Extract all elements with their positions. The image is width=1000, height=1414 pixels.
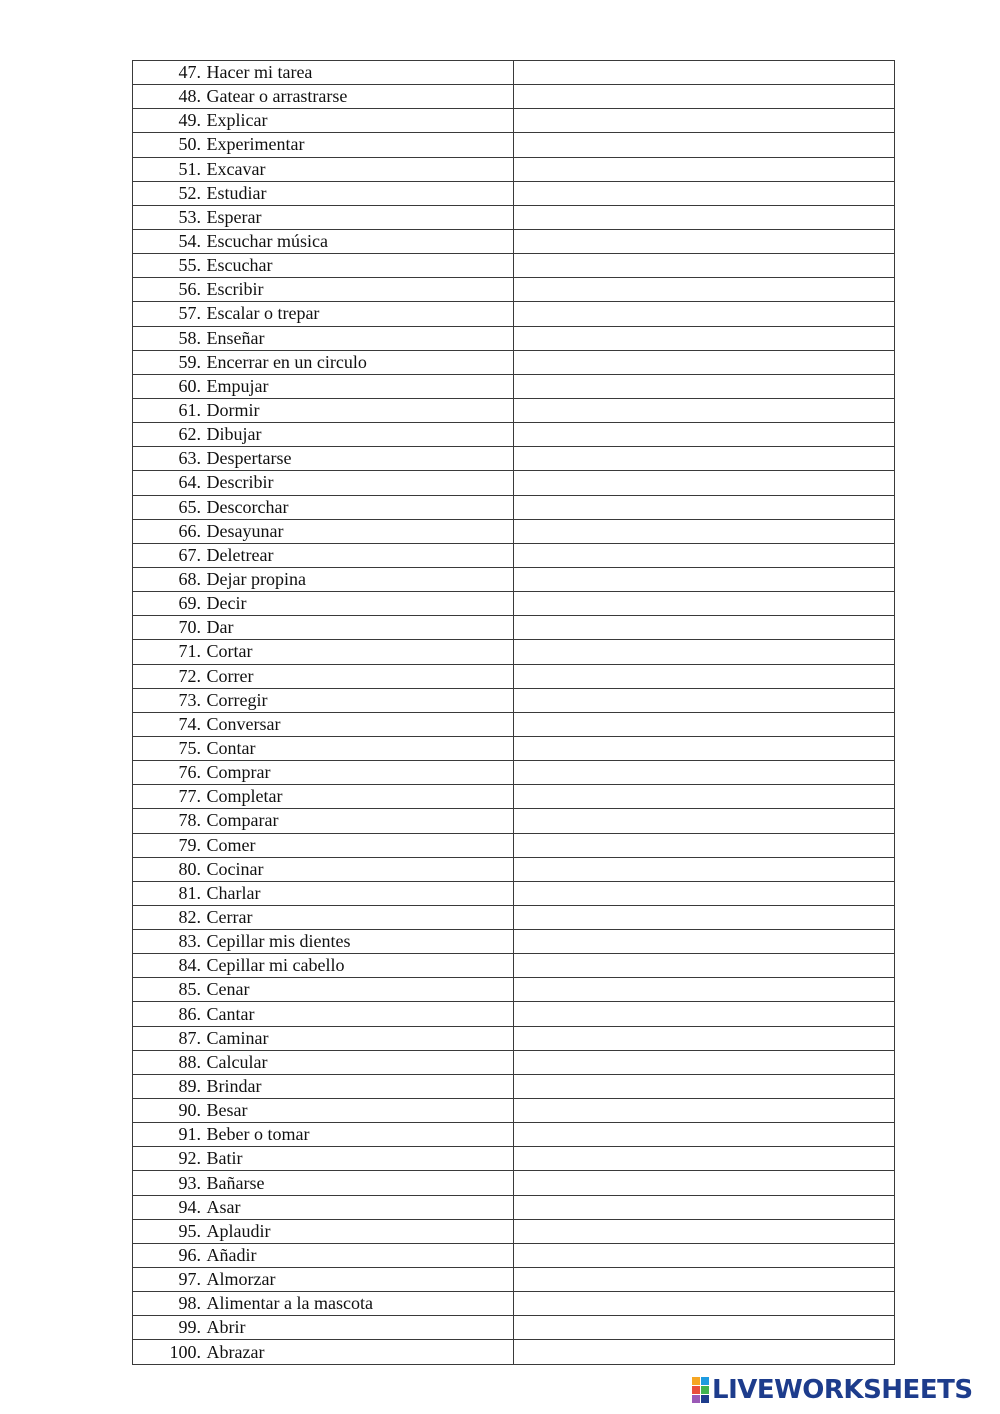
verb-cell (133, 1026, 514, 1050)
verb-text: Explicar (206, 110, 268, 131)
verb-text: Completar (206, 786, 283, 807)
table-row (133, 1316, 895, 1340)
verb-text: Almorzar (206, 1269, 276, 1290)
item-number: 70. (178, 617, 201, 638)
item-number: 87. (178, 1027, 201, 1048)
table-row (133, 85, 895, 109)
item-number: 83. (178, 931, 201, 952)
item-number: 58. (178, 327, 201, 348)
verb-text: Comprar (206, 762, 271, 783)
verb-cell (133, 1292, 514, 1316)
table-row (133, 1099, 895, 1123)
verb-cell (133, 712, 514, 736)
item-number: 72. (178, 665, 201, 686)
verb-text: Añadir (206, 1244, 257, 1265)
item-number: 94. (178, 1196, 201, 1217)
answer-cell[interactable] (514, 1074, 895, 1098)
verb-cell (133, 1268, 514, 1292)
table-row (133, 978, 895, 1002)
answer-cell[interactable] (514, 1050, 895, 1074)
answer-cell[interactable] (514, 398, 895, 422)
verb-text: Despertarse (206, 448, 292, 469)
verb-text: Escribir (206, 279, 264, 300)
item-number: 61. (178, 400, 201, 421)
answer-cell[interactable] (514, 1268, 895, 1292)
table-row (133, 616, 895, 640)
answer-cell[interactable] (514, 640, 895, 664)
answer-cell[interactable] (514, 519, 895, 543)
table-row (133, 326, 895, 350)
verb-text: Abrir (206, 1317, 246, 1338)
answer-cell[interactable] (514, 930, 895, 954)
table-row (133, 519, 895, 543)
verb-cell (133, 1171, 514, 1195)
verb-cell (133, 736, 514, 760)
verb-cell (133, 326, 514, 350)
verb-cell (133, 930, 514, 954)
answer-cell[interactable] (514, 1316, 895, 1340)
table-row (133, 1268, 895, 1292)
item-number: 55. (178, 255, 201, 276)
verb-text: Cenar (206, 979, 250, 1000)
verb-cell (133, 664, 514, 688)
item-number: 88. (178, 1051, 201, 1072)
table-row (133, 205, 895, 229)
answer-cell[interactable] (514, 350, 895, 374)
item-number: 71. (178, 641, 201, 662)
verb-text: Cerrar (206, 906, 253, 927)
verb-text: Dar (206, 617, 234, 638)
table-row (133, 1171, 895, 1195)
verb-text: Experimentar (206, 134, 305, 155)
table-row (133, 423, 895, 447)
verb-cell (133, 495, 514, 519)
item-number: 91. (178, 1124, 201, 1145)
table-row (133, 809, 895, 833)
table-row (133, 278, 895, 302)
answer-cell[interactable] (514, 471, 895, 495)
verb-text: Cantar (206, 1003, 255, 1024)
answer-cell[interactable] (514, 592, 895, 616)
verb-text: Decir (206, 593, 247, 614)
verb-text: Encerrar en un circulo (206, 351, 367, 372)
verb-text: Excavar (206, 158, 266, 179)
verb-cell (133, 1074, 514, 1098)
verb-text: Cepillar mi cabello (206, 955, 345, 976)
verb-text: Escuchar música (206, 231, 328, 252)
item-number: 98. (178, 1293, 201, 1314)
verb-text: Estudiar (206, 182, 267, 203)
item-number: 84. (178, 955, 201, 976)
answer-cell[interactable] (514, 1123, 895, 1147)
item-number: 85. (178, 979, 201, 1000)
item-number: 56. (178, 279, 201, 300)
answer-cell[interactable] (514, 978, 895, 1002)
verb-cell (133, 278, 514, 302)
item-number: 68. (178, 569, 201, 590)
verb-cell (133, 978, 514, 1002)
table-row (133, 157, 895, 181)
verb-text: Dejar propina (206, 569, 306, 590)
verb-text: Desayunar (206, 520, 284, 541)
answer-cell[interactable] (514, 905, 895, 929)
table-row (133, 229, 895, 253)
verb-text: Alimentar a la mascota (206, 1293, 373, 1314)
item-number: 89. (178, 1075, 201, 1096)
table-row (133, 447, 895, 471)
verb-text: Correr (206, 665, 254, 686)
answer-cell[interactable] (514, 495, 895, 519)
verb-cell (133, 616, 514, 640)
answer-cell[interactable] (514, 712, 895, 736)
verb-text: Asar (206, 1196, 241, 1217)
verb-cell (133, 543, 514, 567)
verb-cell (133, 881, 514, 905)
verb-cell (133, 592, 514, 616)
verb-text: Gatear o arrastrarse (206, 86, 348, 107)
item-number: 78. (178, 810, 201, 831)
verb-text: Comparar (206, 810, 279, 831)
verb-cell (133, 447, 514, 471)
verb-text: Bañarse (206, 1172, 265, 1193)
verb-cell (133, 398, 514, 422)
item-number: 62. (178, 424, 201, 445)
verb-cell (133, 688, 514, 712)
verb-cell (133, 1316, 514, 1340)
verb-text: Charlar (206, 882, 261, 903)
answer-cell[interactable] (514, 205, 895, 229)
table-row (133, 1002, 895, 1026)
verb-text: Empujar (206, 375, 269, 396)
verb-text: Caminar (206, 1027, 269, 1048)
item-number: 76. (178, 762, 201, 783)
verb-text: Beber o tomar (206, 1124, 310, 1145)
verb-text: Conversar (206, 713, 281, 734)
verb-text: Cepillar mis dientes (206, 931, 351, 952)
table-row (133, 254, 895, 278)
item-number: 100. (169, 1341, 201, 1362)
verb-cell (133, 229, 514, 253)
table-row (133, 398, 895, 422)
table-row (133, 857, 895, 881)
answer-cell[interactable] (514, 85, 895, 109)
table-row (133, 712, 895, 736)
table-row (133, 1050, 895, 1074)
table-row (133, 688, 895, 712)
item-number: 66. (178, 520, 201, 541)
answer-cell[interactable] (514, 157, 895, 181)
answer-cell[interactable] (514, 447, 895, 471)
verb-text: Batir (206, 1148, 243, 1169)
table-row (133, 543, 895, 567)
answer-cell[interactable] (514, 736, 895, 760)
verb-text: Abrazar (206, 1341, 265, 1362)
item-number: 81. (178, 882, 201, 903)
item-number: 73. (178, 689, 201, 710)
answer-cell[interactable] (514, 254, 895, 278)
answer-cell[interactable] (514, 954, 895, 978)
item-number: 99. (178, 1317, 201, 1338)
item-number: 80. (178, 858, 201, 879)
table-row (133, 930, 895, 954)
table-row (133, 1074, 895, 1098)
answer-cell[interactable] (514, 833, 895, 857)
verb-cell (133, 833, 514, 857)
answer-cell[interactable] (514, 278, 895, 302)
table-row (133, 1026, 895, 1050)
verb-cell (133, 302, 514, 326)
item-number: 74. (178, 713, 201, 734)
verb-cell (133, 567, 514, 591)
verb-cell (133, 857, 514, 881)
verb-cell (133, 809, 514, 833)
verb-cell (133, 1219, 514, 1243)
answer-cell[interactable] (514, 109, 895, 133)
item-number: 67. (178, 544, 201, 565)
item-number: 53. (178, 206, 201, 227)
verb-text: Brindar (206, 1075, 262, 1096)
table-row (133, 833, 895, 857)
verb-cell (133, 181, 514, 205)
verb-text: Escuchar (206, 255, 273, 276)
verb-text: Escalar o trepar (206, 303, 320, 324)
liveworksheets-logo (692, 1375, 973, 1405)
table-row (133, 1292, 895, 1316)
verb-cell (133, 785, 514, 809)
answer-cell[interactable] (514, 664, 895, 688)
verb-cell (133, 905, 514, 929)
item-number: 95. (178, 1220, 201, 1241)
verb-text: Descorchar (206, 496, 289, 517)
verb-text: Corregir (206, 689, 268, 710)
answer-cell[interactable] (514, 1171, 895, 1195)
verb-cell (133, 205, 514, 229)
answer-cell[interactable] (514, 423, 895, 447)
verb-cell (133, 1099, 514, 1123)
liveworksheets-mark-icon (692, 1377, 709, 1403)
table-row (133, 495, 895, 519)
answer-cell[interactable] (514, 181, 895, 205)
table-row (133, 1195, 895, 1219)
verb-cell (133, 350, 514, 374)
table-row (133, 374, 895, 398)
verb-text: Esperar (206, 206, 262, 227)
table-row (133, 881, 895, 905)
verb-cell (133, 954, 514, 978)
answer-cell[interactable] (514, 1340, 895, 1364)
verb-text: Dibujar (206, 424, 262, 445)
verb-cell (133, 1147, 514, 1171)
item-number: 69. (178, 593, 201, 614)
answer-cell[interactable] (514, 567, 895, 591)
item-number: 47. (178, 62, 201, 83)
item-number: 79. (178, 834, 201, 855)
answer-cell[interactable] (514, 616, 895, 640)
item-number: 50. (178, 134, 201, 155)
item-number: 92. (178, 1148, 201, 1169)
answer-cell[interactable] (514, 688, 895, 712)
verb-text: Hacer mi tarea (206, 62, 313, 83)
table-row (133, 640, 895, 664)
answer-cell[interactable] (514, 229, 895, 253)
item-number: 57. (178, 303, 201, 324)
table-row (133, 567, 895, 591)
verb-cell (133, 1195, 514, 1219)
table-row (133, 761, 895, 785)
answer-cell[interactable] (514, 302, 895, 326)
answer-cell[interactable] (514, 785, 895, 809)
verb-text: Contar (206, 738, 256, 758)
table-row (133, 350, 895, 374)
item-number: 93. (178, 1172, 201, 1193)
table-row (133, 133, 895, 157)
verb-text: Cortar (206, 641, 253, 662)
item-number: 97. (178, 1269, 201, 1290)
item-number: 90. (178, 1100, 201, 1121)
answer-cell[interactable] (514, 1147, 895, 1171)
table-row (133, 905, 895, 929)
answer-cell[interactable] (514, 1099, 895, 1123)
verb-cell (133, 1243, 514, 1267)
verb-cell (133, 85, 514, 109)
answer-cell[interactable] (514, 809, 895, 833)
verb-cell (133, 1340, 514, 1364)
verb-cell (133, 133, 514, 157)
answer-cell[interactable] (514, 1026, 895, 1050)
verb-cell (133, 109, 514, 133)
table-row (133, 785, 895, 809)
verb-cell (133, 1123, 514, 1147)
answer-cell[interactable] (514, 881, 895, 905)
item-number: 54. (178, 231, 201, 252)
verb-cell (133, 157, 514, 181)
item-number: 82. (178, 906, 201, 927)
table-row (133, 109, 895, 133)
table-row (133, 954, 895, 978)
verb-text: Calcular (206, 1051, 268, 1072)
answer-cell[interactable] (514, 1002, 895, 1026)
table-row (133, 1243, 895, 1267)
answer-cell[interactable] (514, 543, 895, 567)
verb-cell (133, 640, 514, 664)
answer-cell[interactable] (514, 1219, 895, 1243)
item-number: 65. (178, 496, 201, 517)
table-row (133, 1123, 895, 1147)
table-row (133, 181, 895, 205)
answer-cell[interactable] (514, 133, 895, 157)
verb-cell (133, 1050, 514, 1074)
item-number: 96. (178, 1244, 201, 1265)
answer-cell[interactable] (514, 1243, 895, 1267)
item-number: 49. (178, 110, 201, 131)
item-number: 60. (178, 375, 201, 396)
verb-cell (133, 374, 514, 398)
verb-cell (133, 423, 514, 447)
answer-cell[interactable] (514, 374, 895, 398)
answer-cell[interactable] (514, 61, 895, 85)
answer-cell[interactable] (514, 326, 895, 350)
table-row (133, 592, 895, 616)
answer-cell[interactable] (514, 1195, 895, 1219)
item-number: 52. (178, 182, 201, 203)
brand-name: LIVEWORKSHEETS (712, 1375, 973, 1405)
verb-text: Deletrear (206, 544, 274, 565)
item-number: 64. (178, 472, 201, 493)
item-number: 59. (178, 351, 201, 372)
table-row (133, 736, 895, 760)
vocabulary-rows (133, 61, 895, 1365)
item-number: 86. (178, 1003, 201, 1024)
item-number: 77. (178, 786, 201, 807)
verb-cell (133, 761, 514, 785)
answer-cell[interactable] (514, 1292, 895, 1316)
table-row (133, 471, 895, 495)
verb-text: Comer (206, 834, 256, 855)
verb-text: Aplaudir (206, 1220, 271, 1241)
item-number: 63. (178, 448, 201, 469)
item-number: 48. (178, 86, 201, 107)
answer-cell[interactable] (514, 857, 895, 881)
vocabulary-table (132, 60, 895, 1365)
table-row (133, 1147, 895, 1171)
verb-text: Besar (206, 1100, 248, 1121)
table-row (133, 1219, 895, 1243)
verb-cell (133, 519, 514, 543)
table-row (133, 302, 895, 326)
verb-text: Enseñar (206, 327, 265, 348)
verb-cell (133, 1002, 514, 1026)
verb-text: Cocinar (206, 858, 264, 879)
table-row (133, 1340, 895, 1364)
verb-text: Describir (206, 472, 274, 493)
table-row (133, 61, 895, 85)
verb-text: Dormir (206, 400, 260, 421)
verb-cell (133, 471, 514, 495)
item-number: 75. (178, 738, 201, 758)
item-number: 51. (178, 158, 201, 179)
verb-cell (133, 61, 514, 85)
table-row (133, 664, 895, 688)
answer-cell[interactable] (514, 761, 895, 785)
verb-cell (133, 254, 514, 278)
